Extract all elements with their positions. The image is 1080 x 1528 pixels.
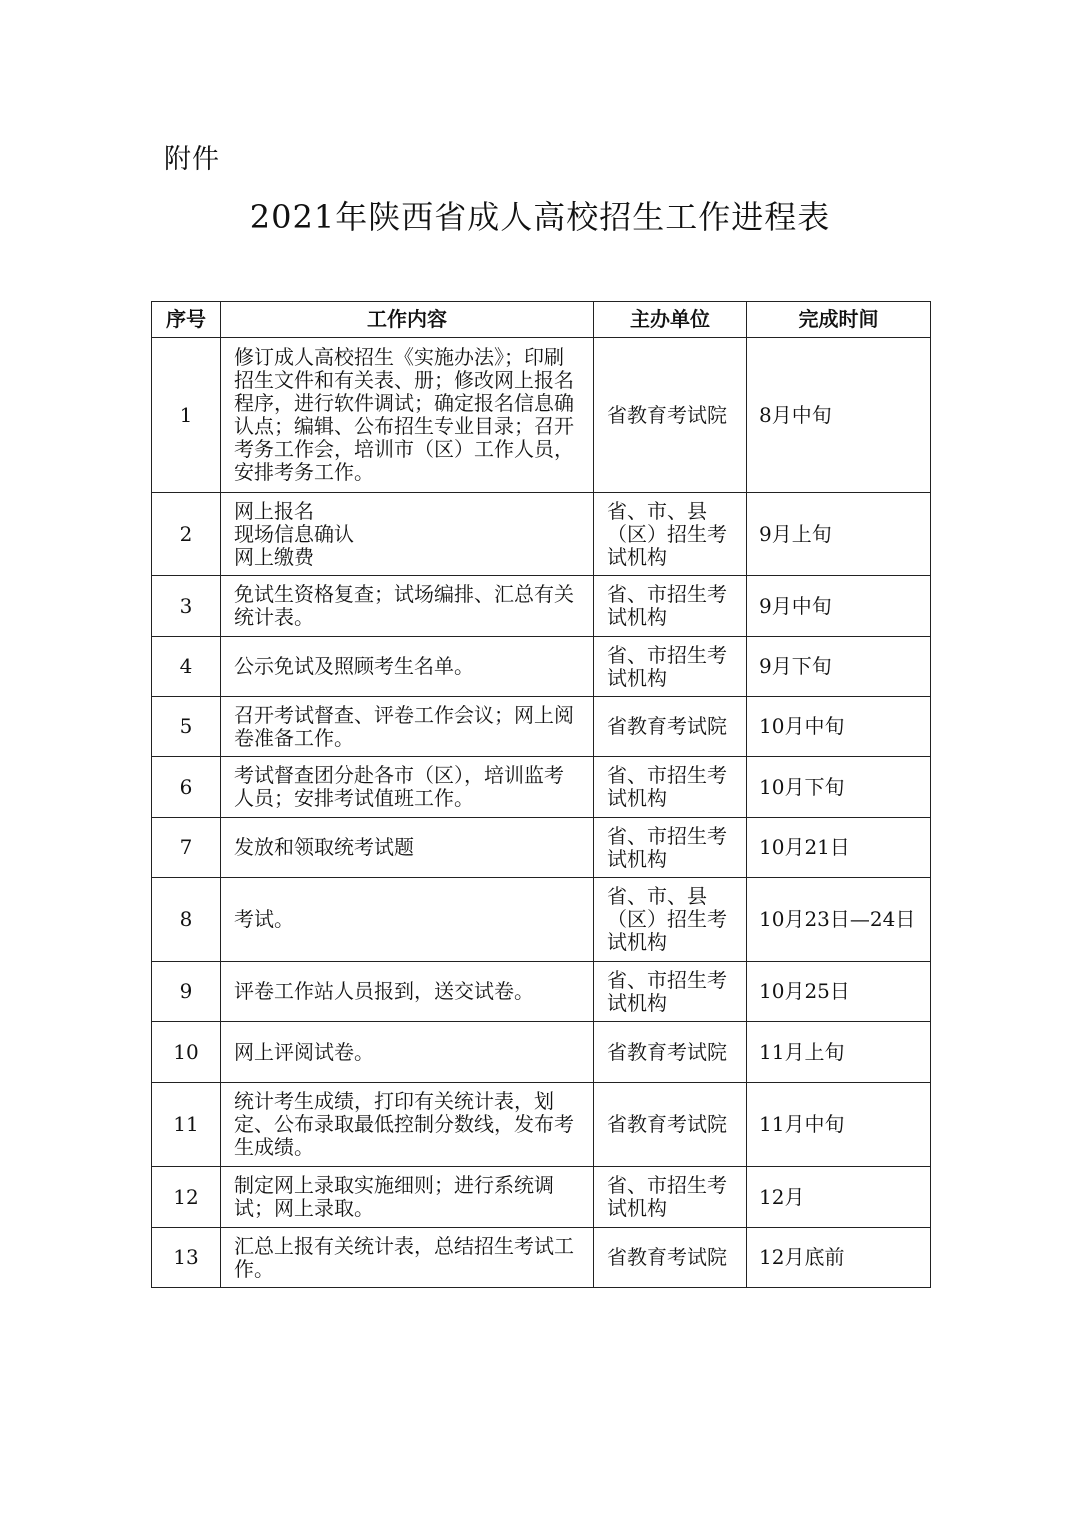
row-organizer: 省教育考试院 — [594, 1083, 747, 1167]
table-row — [152, 697, 931, 757]
row-content: 发放和领取统考试题 — [221, 818, 594, 878]
row-number: 1 — [152, 338, 221, 493]
table-row — [152, 1083, 931, 1167]
row-deadline: 10月中旬 — [747, 697, 931, 757]
row-content: 公示免试及照顾考生名单。 — [221, 637, 594, 697]
header-number: 序号 — [152, 302, 221, 338]
row-number: 10 — [152, 1022, 221, 1083]
header-deadline: 完成时间 — [747, 302, 931, 338]
row-number: 11 — [152, 1083, 221, 1167]
row-deadline: 11月上旬 — [747, 1022, 931, 1083]
row-content: 评卷工作站人员报到，送交试卷。 — [221, 962, 594, 1022]
row-number: 13 — [152, 1228, 221, 1288]
header-organizer: 主办单位 — [594, 302, 747, 338]
attachment-label: 附件 — [164, 144, 220, 175]
row-organizer: 省、市招生考试机构 — [594, 962, 747, 1022]
row-organizer: 省、市招生考试机构 — [594, 576, 747, 637]
table-row — [152, 962, 931, 1022]
row-content: 汇总上报有关统计表，总结招生考试工作。 — [221, 1228, 594, 1288]
row-deadline: 10月21日 — [747, 818, 931, 878]
row-deadline: 12月 — [747, 1167, 931, 1228]
row-deadline: 11月中旬 — [747, 1083, 931, 1167]
row-deadline: 8月中旬 — [747, 338, 931, 493]
row-organizer: 省、市招生考试机构 — [594, 757, 747, 818]
table-header-row — [152, 302, 931, 338]
row-deadline: 9月下旬 — [747, 637, 931, 697]
table-row — [152, 878, 931, 962]
row-content: 修订成人高校招生《实施办法》；印刷招生文件和有关表、册；修改网上报名程序，进行软件调试；确定报名信息确认点；编辑、公布招生专业目录；召开考务工作会，培训市（区）工作人员，安排考务工作。 — [221, 338, 594, 493]
row-content: 免试生资格复查；试场编排、汇总有关统计表。 — [221, 576, 594, 637]
row-deadline: 10月下旬 — [747, 757, 931, 818]
row-deadline: 10月25日 — [747, 962, 931, 1022]
table-row — [152, 338, 931, 493]
row-number: 5 — [152, 697, 221, 757]
row-organizer: 省教育考试院 — [594, 1228, 747, 1288]
table-row — [152, 1167, 931, 1228]
row-content: 考试。 — [221, 878, 594, 962]
table-row — [152, 1022, 931, 1083]
document-title: 2021年陕西省成人高校招生工作进程表 — [249, 198, 831, 236]
row-content: 制定网上录取实施细则；进行系统调试；网上录取。 — [221, 1167, 594, 1228]
table-row — [152, 493, 931, 576]
row-organizer: 省教育考试院 — [594, 697, 747, 757]
row-organizer: 省、市招生考试机构 — [594, 1167, 747, 1228]
row-number: 8 — [152, 878, 221, 962]
row-deadline: 9月中旬 — [747, 576, 931, 637]
table-row — [152, 1228, 931, 1288]
row-number: 6 — [152, 757, 221, 818]
schedule-table — [151, 301, 931, 1288]
table-row — [152, 757, 931, 818]
row-organizer: 省教育考试院 — [594, 338, 747, 493]
row-organizer: 省、市招生考试机构 — [594, 637, 747, 697]
row-deadline: 12月底前 — [747, 1228, 931, 1288]
row-content: 统计考生成绩，打印有关统计表，划定、公布录取最低控制分数线，发布考生成绩。 — [221, 1083, 594, 1167]
row-deadline: 9月上旬 — [747, 493, 931, 576]
row-number: 7 — [152, 818, 221, 878]
row-organizer: 省、市招生考试机构 — [594, 818, 747, 878]
header-content: 工作内容 — [221, 302, 594, 338]
row-deadline: 10月23日—24日 — [747, 878, 931, 962]
row-number: 2 — [152, 493, 221, 576]
row-number: 3 — [152, 576, 221, 637]
row-number: 12 — [152, 1167, 221, 1228]
row-organizer: 省、市、县（区）招生考试机构 — [594, 878, 747, 962]
row-content: 考试督查团分赴各市（区），培训监考人员；安排考试值班工作。 — [221, 757, 594, 818]
table-row — [152, 637, 931, 697]
row-organizer: 省、市、县（区）招生考试机构 — [594, 493, 747, 576]
row-number: 9 — [152, 962, 221, 1022]
table-row — [152, 818, 931, 878]
row-content: 召开考试督查、评卷工作会议；网上阅卷准备工作。 — [221, 697, 594, 757]
row-content: 网上报名 现场信息确认 网上缴费 — [221, 493, 594, 576]
row-number: 4 — [152, 637, 221, 697]
row-organizer: 省教育考试院 — [594, 1022, 747, 1083]
row-content: 网上评阅试卷。 — [221, 1022, 594, 1083]
table-row — [152, 576, 931, 637]
